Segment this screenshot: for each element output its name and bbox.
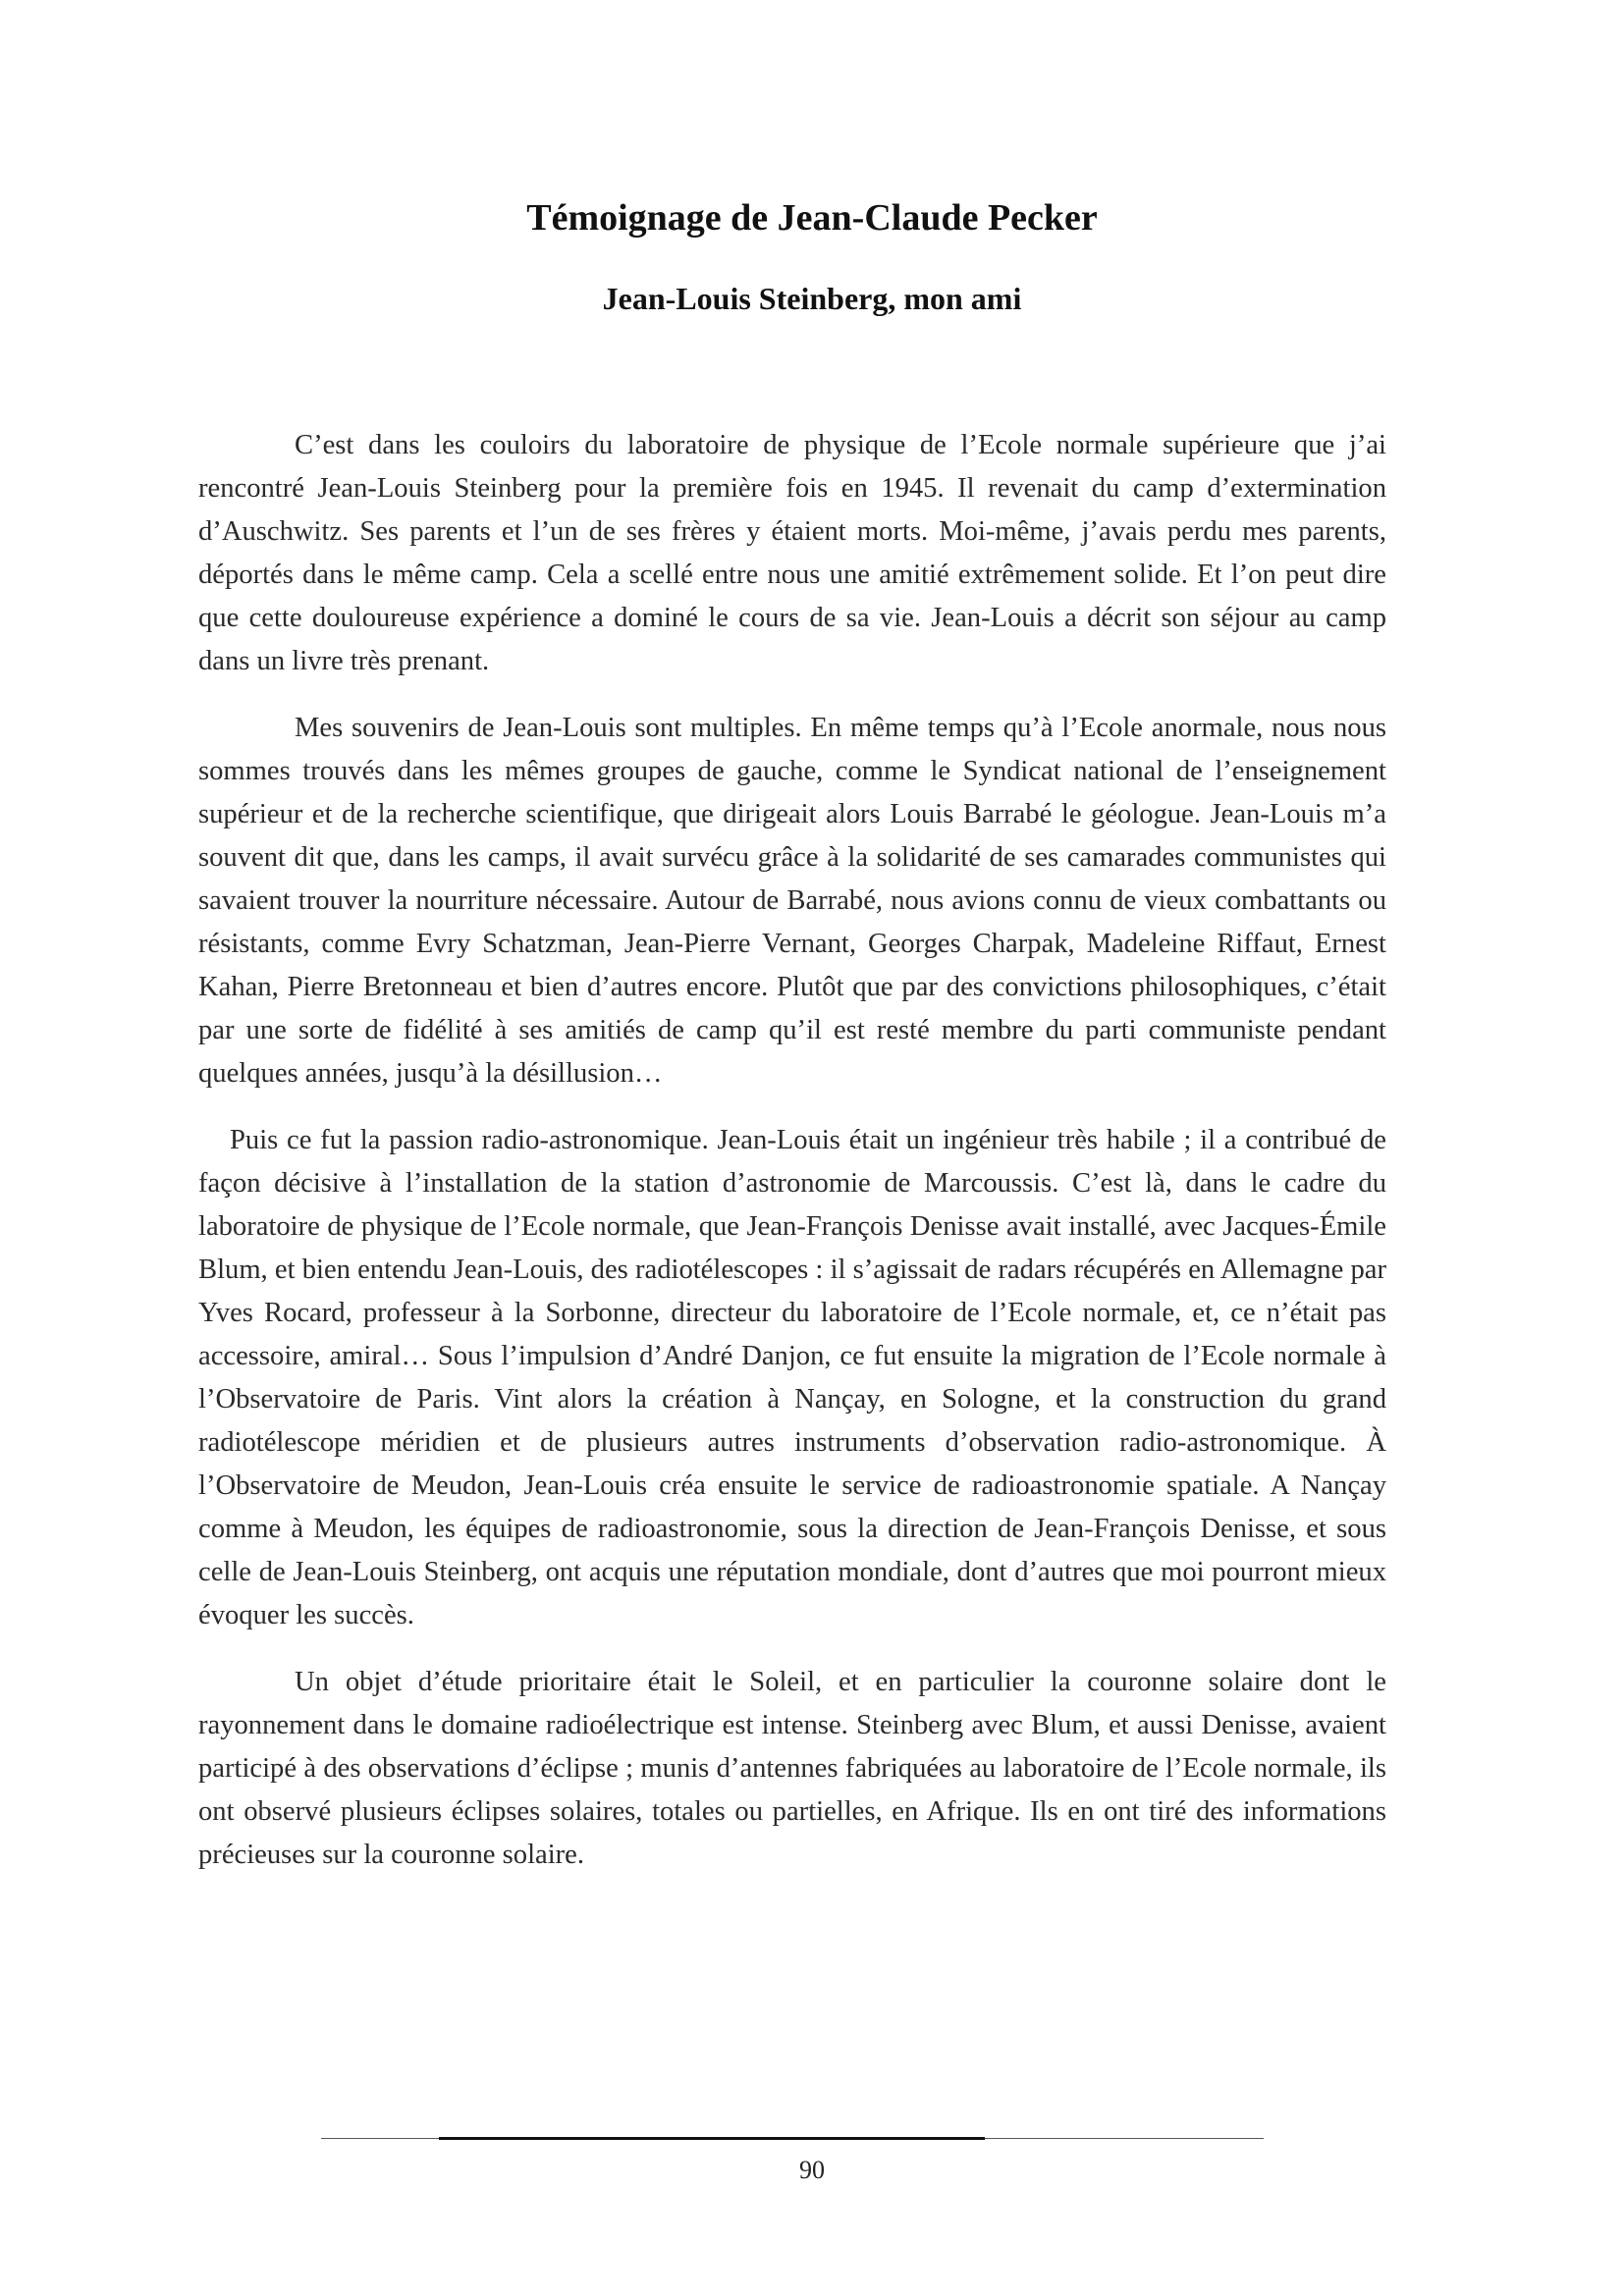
paragraph-3: Puis ce fut la passion radio-astronomique. Jean-Louis était un ingénieur très habile ; il a contribué de façon décisive à l’installation de la station d’astronomie de Marcoussis. C’est là, dans le cadre du laboratoire de physique de l’Ecole normale, que Jean-François Denisse avait installé, avec Jacques-Émile Blum, et bien entendu Jean-Louis, des radiotélescopes : il s’agissait de radars récupérés en Allemagne par Yves Rocard, professeur à la Sorbonne, directeur du laboratoire de l’Ecole normale, et, ce n’était pas accessoire, amiral… Sous l’impulsion d’André Danjon, ce fut ensuite la migration de l’Ecole normale à l’Observatoire de Paris. Vint alors la création à Nançay, en Sologne, et la construction du grand radiotélescope méridien et de plusieurs autres instruments d’observation radio-astronomique. À l’Observatoire de Meudon, Jean-Louis créa ensuite le service de radioastronomie spatiale. A Nançay comme à Meudon, les équipes de radioastronomie, sous la direction de Jean-François Denisse, et sous celle de Jean-Louis Steinberg, ont acquis une réputation mondiale, dont d’autres que moi pourront mieux évoquer les succès. [198, 1125, 1386, 1630]
paragraph-1: C’est dans les couloirs du laboratoire de physique de l’Ecole normale supérieure que j’ai rencontré Jean-Louis Steinberg pour la première fois en 1945. Il revenait du camp d’extermination d’Auschwitz. Ses parents et l’un de ses frères y étaient morts. Moi-même, j’avais perdu mes parents, déportés dans le même camp. Cela a scellé entre nous une amitié extrêmement solide. Et l’on peut dire que cette douloureuse expérience a dominé le cours de sa vie. Jean-Louis a décrit son séjour au camp dans un livre très prenant. [198, 430, 1386, 676]
body-text [198, 424, 1386, 1900]
page-subtitle: Jean-Louis Steinberg, mon ami [602, 281, 1022, 316]
footer-divider-accent [439, 2137, 985, 2140]
paragraph-2: Mes souvenirs de Jean-Louis sont multiples. En même temps qu’à l’Ecole anormale, nous nous sommes trouvés dans les mêmes groupes de gauche, comme le Syndicat national de l’enseignement supérieur et de la recherche scientifique, que dirigeait alors Louis Barrabé le géologue. Jean-Louis m’a souvent dit que, dans les camps, il avait survécu grâce à la solidarité de ses camarades communistes qui savaient trouver la nourriture nécessaire. Autour de Barrabé, nous avions connu de vieux combattants ou résistants, comme Evry Schatzman, Jean-Pierre Vernant, Georges Charpak, Madeleine Riffaut, Ernest Kahan, Pierre Bretonneau et bien d’autres encore. Plutôt que par des convictions philosophiques, c’était par une sorte de fidélité à ses amitiés de camp qu’il est resté membre du parti communiste pendant quelques années, jusqu’à la désillusion… [198, 713, 1386, 1089]
page-number: 90 [799, 2156, 825, 2184]
paragraph-4: Un objet d’étude prioritaire était le Soleil, et en particulier la couronne solaire dont le rayonnement dans le domaine radioélectrique est intense. Steinberg avec Blum, et aussi Denisse, avaient participé à des observations d’éclipse ; munis d’antennes fabriquées au laboratoire de l’Ecole normale, ils ont observé plusieurs éclipses solaires, totales ou partielles, en Afrique. Ils en ont tiré des informations précieuses sur la couronne solaire. [198, 1667, 1386, 1870]
page-title: Témoignage de Jean-Claude Pecker [526, 197, 1098, 239]
